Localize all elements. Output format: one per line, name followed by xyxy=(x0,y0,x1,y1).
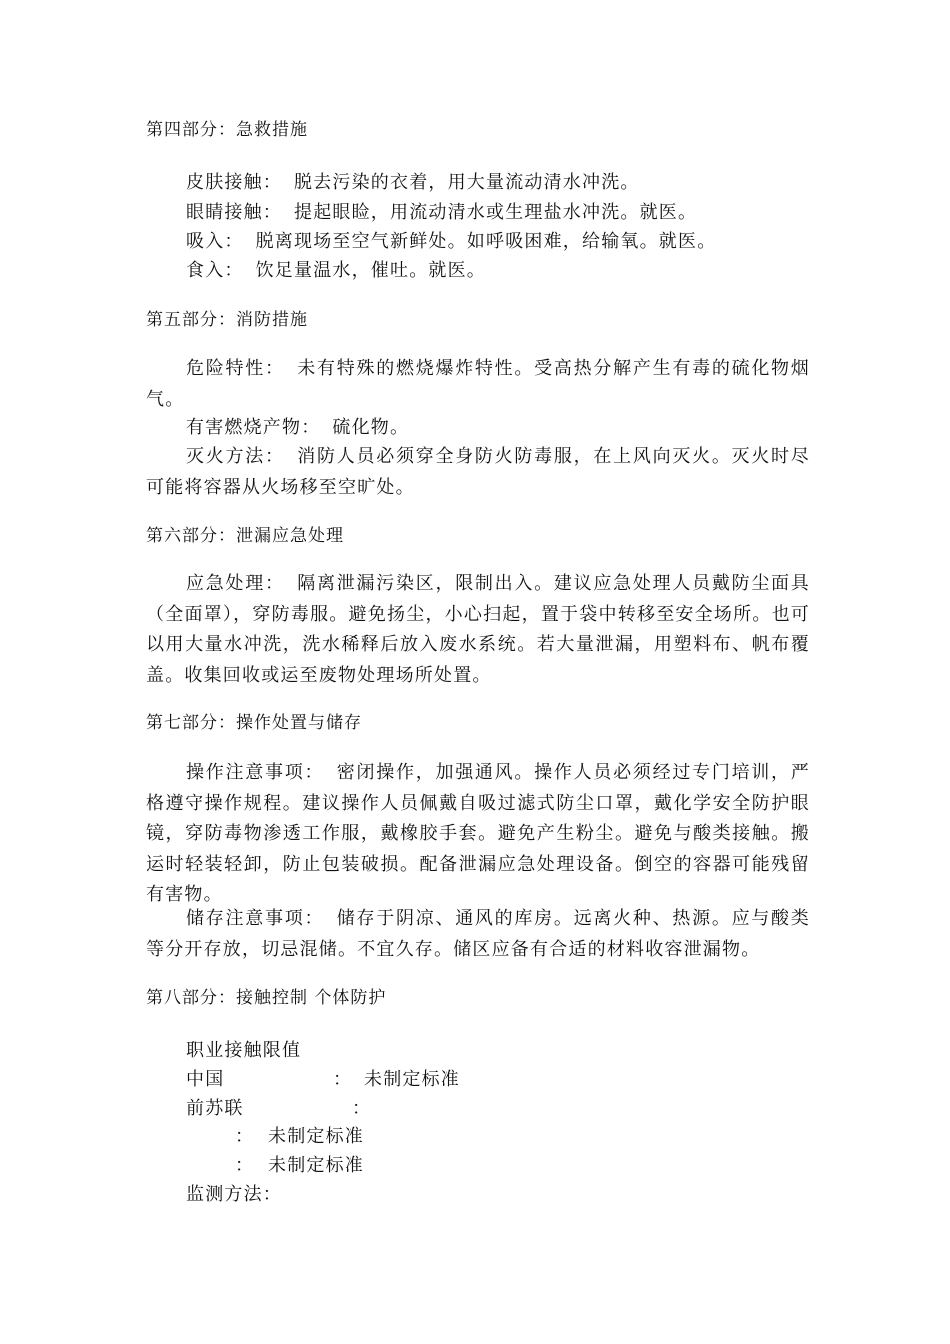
item-label: 应急处理： xyxy=(186,573,285,594)
limit-ussr-label: 前苏联 xyxy=(186,1098,244,1119)
item-text: 硫化物。 xyxy=(332,417,410,438)
section-7-title: 第七部分：操作处置与储存 xyxy=(146,713,362,733)
limit-row4-value: 未制定标准 xyxy=(268,1155,364,1176)
item-label: 危险特性： xyxy=(186,358,285,379)
section-6-title: 第六部分：泄漏应急处理 xyxy=(146,526,344,546)
item-label: 灭火方法： xyxy=(186,446,285,467)
limit-china-label: 中国 xyxy=(186,1069,225,1090)
fire-extinguish-paragraph xyxy=(146,442,810,503)
limit-ussr-colon: ： xyxy=(352,1098,372,1119)
exposure-limits-title: 职业接触限值 xyxy=(186,1040,302,1061)
storage-paragraph xyxy=(146,904,810,965)
limit-row4-colon: ： xyxy=(235,1155,255,1176)
limit-china-colon: ： xyxy=(333,1069,353,1090)
handling-paragraph xyxy=(146,758,810,911)
item-label: 有害燃烧产物： xyxy=(186,417,321,438)
item-text: 脱去污染的衣着，用大量流动清水冲洗。 xyxy=(294,172,640,193)
limit-china-value: 未制定标准 xyxy=(364,1069,460,1090)
first-aid-ingestion xyxy=(186,259,486,283)
leak-handling-paragraph xyxy=(146,569,810,691)
limit-row3-value: 未制定标准 xyxy=(268,1126,364,1147)
item-label: 储存注意事项： xyxy=(186,908,325,929)
item-text: 消防人员必须穿全身防火防毒服，在上风向灭火。灭火时尽可能将容器从火场移至空旷处。 xyxy=(146,446,811,498)
section-5-title: 第五部分：消防措施 xyxy=(146,310,308,330)
item-text: 隔离泄漏污染区，限制出入。建议应急处理人员戴防尘面具（全面罩），穿防毒服。避免扬尘，小心扫起，置于袋中转移至安全场所。也可以用大量水冲洗，洗水稀释后放入废水系统。若大量泄漏，用塑料布、帆布覆盖。收集回收或运至废物处理场所处置。 xyxy=(146,573,811,686)
section-8-title: 第八部分：接触控制 个体防护 xyxy=(146,988,387,1008)
fire-hazard-paragraph xyxy=(146,354,810,415)
monitoring-method-label: 监测方法： xyxy=(186,1184,282,1205)
item-label: 眼睛接触： xyxy=(186,202,282,223)
item-text: 脱离现场至空气新鲜处。如呼吸困难，给输氧。就医。 xyxy=(255,231,717,252)
fire-combustion-products xyxy=(186,416,409,440)
item-text: 密闭操作，加强通风。操作人员必须经过专门培训，严格遵守操作规程。建议操作人员佩戴自吸过滤式防尘口罩，戴化学安全防护眼镜，穿防毒物渗透工作服，戴橡胶手套。避免产生粉尘。避免与酸类接触。搬运时轻装轻卸，防止包装破损。配备泄漏应急处理设备。倒空的容器可能残留有害物。 xyxy=(146,762,810,905)
item-text: 提起眼睑，用流动清水或生理盐水冲洗。就医。 xyxy=(294,202,698,223)
item-label: 食入： xyxy=(186,260,244,281)
item-label: 操作注意事项： xyxy=(186,762,325,783)
item-label: 皮肤接触： xyxy=(186,172,282,193)
first-aid-skin xyxy=(186,171,640,195)
limit-row3-colon: ： xyxy=(235,1126,255,1147)
first-aid-eyes xyxy=(186,201,697,225)
first-aid-inhalation xyxy=(186,230,716,254)
item-label: 吸入： xyxy=(186,231,244,252)
item-text: 饮足量温水，催吐。就医。 xyxy=(255,260,487,281)
item-text: 储存于阴凉、通风的库房。远离火种、热源。应与酸类等分开存放，切忌混储。不宜久存。储区应备有合适的材料收容泄漏物。 xyxy=(146,908,810,960)
section-4-title: 第四部分：急救措施 xyxy=(146,120,308,140)
item-text: 未有特殊的燃烧爆炸特性。受高热分解产生有毒的硫化物烟气。 xyxy=(146,358,811,410)
